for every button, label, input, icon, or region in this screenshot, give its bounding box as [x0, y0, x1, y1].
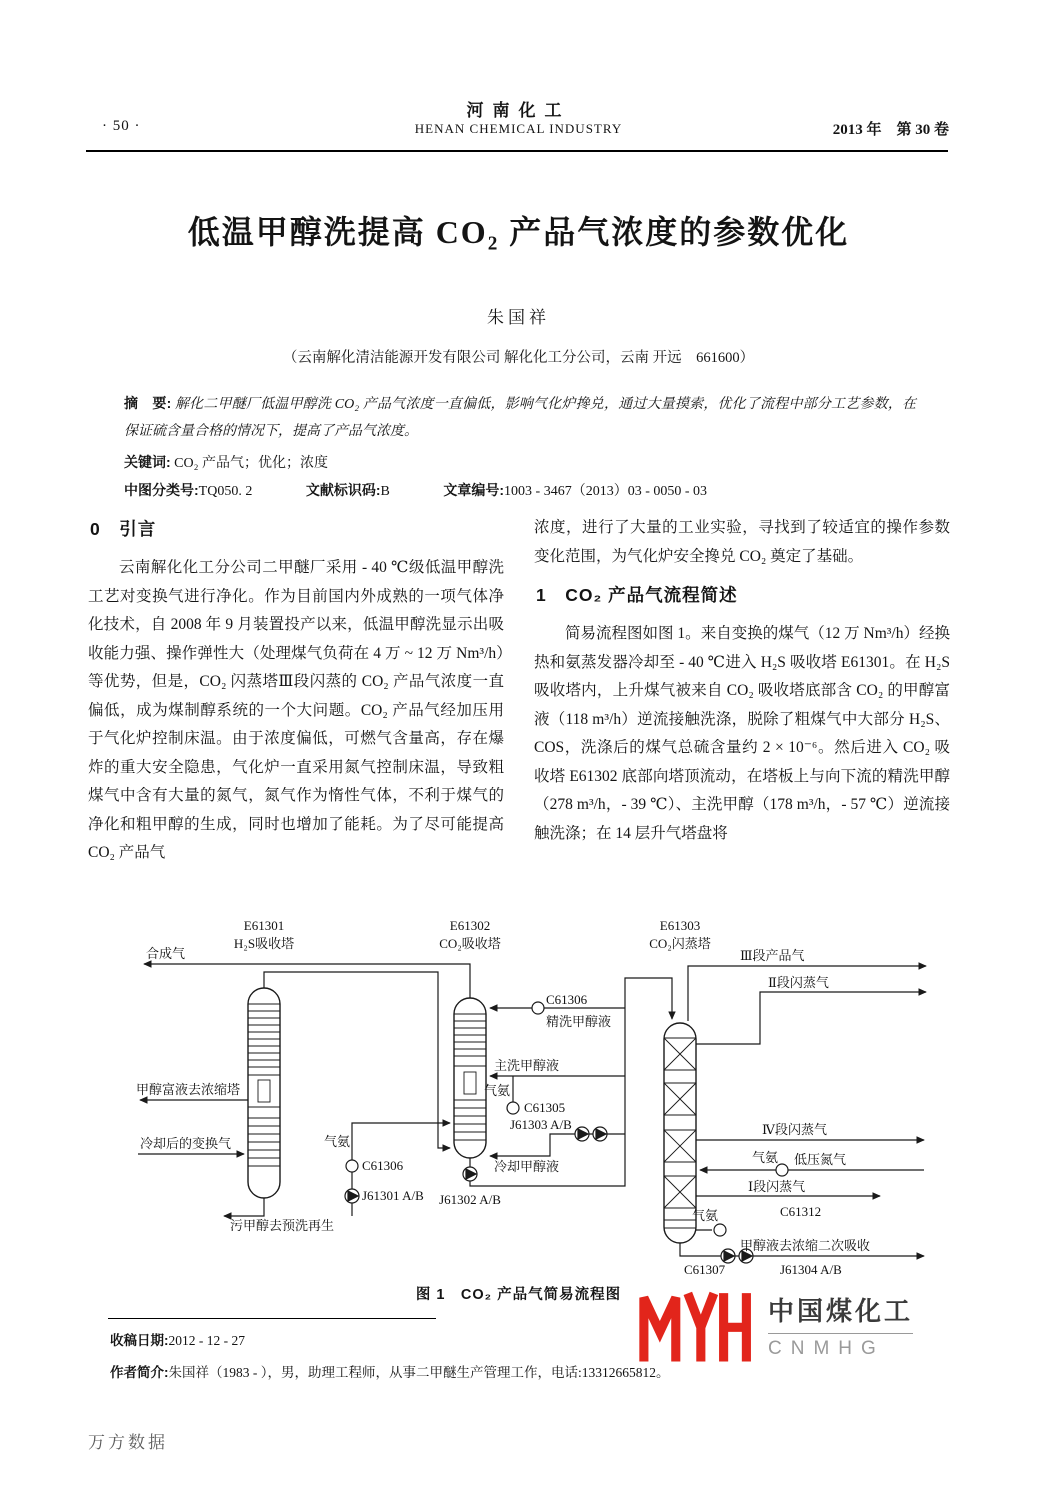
pipe-dirty-methanol-out: [224, 1198, 264, 1216]
received-date: 收稿日期:2012 - 12 - 27: [110, 1333, 245, 1348]
pipe-syngas-out: [144, 964, 470, 998]
label-c61312: C61312: [780, 1204, 822, 1219]
label-tower1-id: E61301: [243, 918, 285, 933]
section-1-paragraph: 简易流程图如图 1。来自变换的煤气（12 万 Nm³/h）经换热和氨蒸发器冷却至 - 40 ℃进入 H₂S 吸收塔 E61301。在 H₂S 吸收塔内，上升煤气被来自 CO₂ 吸收塔底部含 CO₂ 的甲醇富液（118 m³/h）逆流接触洗涤，脱除了粗煤气中大部分 H₂S、COS，洗涤后的煤气总硫含量约 2 × 10⁻⁶。然后进入 CO₂ 吸收塔 E61302 底部向塔顶流动，在塔板上与向下流的精洗甲醇（278 m³/h，- 39 ℃）、主洗甲醇（178 m³/h，- 57 ℃）逆流接触洗涤；在 14 层升气塔盘将: [534, 625, 950, 842]
cooler-c61306-left-symbol: [346, 1160, 358, 1172]
label-c61307: C61307: [684, 1262, 726, 1276]
keywords: [124, 452, 916, 472]
label-sec1-flash: Ⅰ段闪蒸气: [748, 1179, 806, 1194]
label-sec4-flash: Ⅳ段闪蒸气: [762, 1122, 827, 1137]
cnmhg-logo-icon: [634, 1284, 754, 1366]
footnote-rule: [108, 1318, 436, 1319]
section-0-continuation: 浓度，进行了大量的工业实验，寻找到了较适宜的操作参数变化范围，为气化炉安全搀兑 CO₂ 奠定了基础。: [534, 519, 950, 565]
cooler-nitrogen-symbol: [776, 1164, 788, 1176]
label-tower2-name: CO₂吸收塔: [439, 936, 501, 951]
process-flow-diagram: [80, 908, 960, 1276]
header-rule: [86, 150, 948, 152]
column-left: [88, 514, 504, 868]
label-tower1-name: H₂S吸收塔: [233, 936, 295, 951]
abstract-label: 摘 要:: [124, 395, 172, 411]
label-sec2-flash: Ⅱ段闪蒸气: [768, 975, 829, 990]
tower-e61302-shell: [454, 998, 486, 1158]
section-1-heading: 1 CO₂ 产品气流程简述: [536, 585, 738, 605]
journal-title-cn: 河南化工: [466, 101, 571, 120]
label-j61301: J61301 A/B: [362, 1188, 424, 1203]
pump-j61302-symbol: [463, 1167, 477, 1181]
equipment-symbols: [345, 1002, 788, 1263]
label-j61302: J61302 A/B: [439, 1192, 501, 1207]
label-rich-methanol-out: 甲醇富液去浓缩塔: [136, 1082, 241, 1097]
abstract-text: 解化二甲醚厂低温甲醇洗 CO₂ 产品气浓度一直偏低，影响气化炉搀兑，通过大量摸索，优化了流程中部分工艺参数，在保证硫含量合格的情况下，提高了产品气浓度。: [124, 397, 917, 439]
label-shift-gas-in: 冷却后的变换气: [140, 1136, 232, 1151]
figure-caption: 图 1 CO₂ 产品气简易流程图: [415, 1287, 622, 1303]
classification-row: [124, 480, 954, 500]
label-ammonia-d: 气氨: [692, 1208, 719, 1223]
label-ammonia-a: 气氨: [324, 1134, 351, 1149]
label-bottoms-out: 甲醇液去浓缩二次吸收: [740, 1238, 871, 1253]
abstract: [124, 390, 916, 445]
pump-j61303b-symbol: [593, 1127, 607, 1141]
column-right: [534, 514, 950, 848]
label-main-wash: 主洗甲醇液: [494, 1058, 560, 1073]
logo-separator: [768, 1333, 913, 1334]
label-c61306-top: C61306: [546, 992, 588, 1007]
figure-1: [80, 908, 960, 1276]
label-dirty-methanol: 污甲醇去预洗再生: [230, 1218, 335, 1233]
document-code: 文献标识码:B: [305, 482, 390, 499]
label-j61304: J61304 A/B: [780, 1262, 842, 1276]
label-sec3-product: Ⅲ段产品气: [740, 948, 805, 963]
cooler-bottom-symbol: [714, 1224, 726, 1236]
label-cooled-methanol: 冷却甲醇液: [494, 1159, 560, 1174]
affiliation: （云南解化清洁能源开发有限公司 解化化工分公司，云南 开远 661600）: [282, 350, 755, 366]
logo-en-text: CNMHG: [768, 1337, 885, 1359]
label-fine-wash: 精洗甲醇液: [546, 1014, 612, 1029]
keywords-text: CO₂ 产品气；优化；浓度: [174, 456, 329, 471]
label-c61305: C61305: [524, 1100, 566, 1115]
pipe-gas-t1-to-t2: [264, 972, 450, 1148]
pipe-rich-to-flash-tower: [470, 978, 672, 1186]
cnmhg-logo-text: [768, 1291, 913, 1360]
label-tower2-id: E61302: [449, 918, 491, 933]
author-bio: 作者简介:朱国祥（1983 - ），男，助理工程师，从事二甲醚生产管理工作，电话:13312665812。: [110, 1365, 670, 1380]
label-lp-nitrogen: 低压氮气: [794, 1152, 847, 1167]
logo-cn-text: 中国煤化工: [768, 1295, 914, 1326]
keywords-label: 关键词:: [124, 454, 171, 470]
label-ammonia-c: 气氨: [752, 1150, 779, 1165]
label-tower3-name: CO₂闪蒸塔: [649, 936, 711, 951]
pump-j61301-symbol: [345, 1189, 359, 1203]
pipe-sec2-flash-gas: [696, 992, 926, 1044]
cooler-c61306-top-symbol: [532, 1002, 544, 1014]
page-number: · 50 ·: [102, 118, 141, 134]
tower-e61301-shell: [248, 988, 280, 1198]
pump-j61303a-symbol: [575, 1127, 589, 1141]
label-c61306-left: C61306: [362, 1158, 404, 1173]
article-number: 文章编号:1003 - 3467（2013）03 - 0050 - 03: [443, 482, 708, 499]
article-title: 低温甲醇洗提高 CO₂ 产品气浓度的参数优化: [187, 214, 850, 250]
cnmhg-logo: [634, 1284, 913, 1366]
pump-c61307-symbol: [721, 1249, 735, 1263]
label-syngas: 合成气: [146, 946, 186, 961]
author-name: 朱国祥: [487, 308, 550, 327]
issue-info: 2013 年 第 30 卷: [832, 122, 949, 138]
wanfang-watermark: 万方数据: [88, 1433, 168, 1452]
journal-title-en: HENAN CHEMICAL INDUSTRY: [414, 121, 623, 136]
label-tower3-id: E61303: [659, 918, 701, 933]
label-j61303: J61303 A/B: [510, 1117, 572, 1132]
label-ammonia-b: 气氨: [484, 1083, 511, 1098]
clc-number: 中图分类号:TQ050. 2: [124, 482, 253, 499]
section-0-heading: 0 引言: [90, 519, 157, 539]
diagram-labels: [136, 918, 870, 1276]
section-0-paragraph: 云南解化化工分公司二甲醚厂采用 - 40 ℃级低温甲醇洗工艺对变换气进行净化。作为目前国内外成熟的一项气体净化技术，自 2008 年 9 月装置投产以来，低温甲醇洗显示出吸收能力强、操作弹性大（处理煤气负荷在 4 万 ~ 12 万 Nm³/h）等优势，但是，CO₂ 闪蒸塔Ⅲ段闪蒸的 CO₂ 产品气浓度一直偏低，成为煤制醇系统的一个大问题。CO₂ 产品气经加压用于气化炉控制床温。由于浓度偏低，可燃气含量高，存在爆炸的重大安全隐患，气化炉一直采用氮气控制床温，导致粗煤气中含有大量的氮气，氮气作为惰性气体，不利于煤气的净化和粗甲醇的生成，同时也增加了能耗。为了尽可能提高 CO₂ 产品气: [88, 559, 504, 861]
cooler-c61305-symbol: [507, 1102, 519, 1114]
